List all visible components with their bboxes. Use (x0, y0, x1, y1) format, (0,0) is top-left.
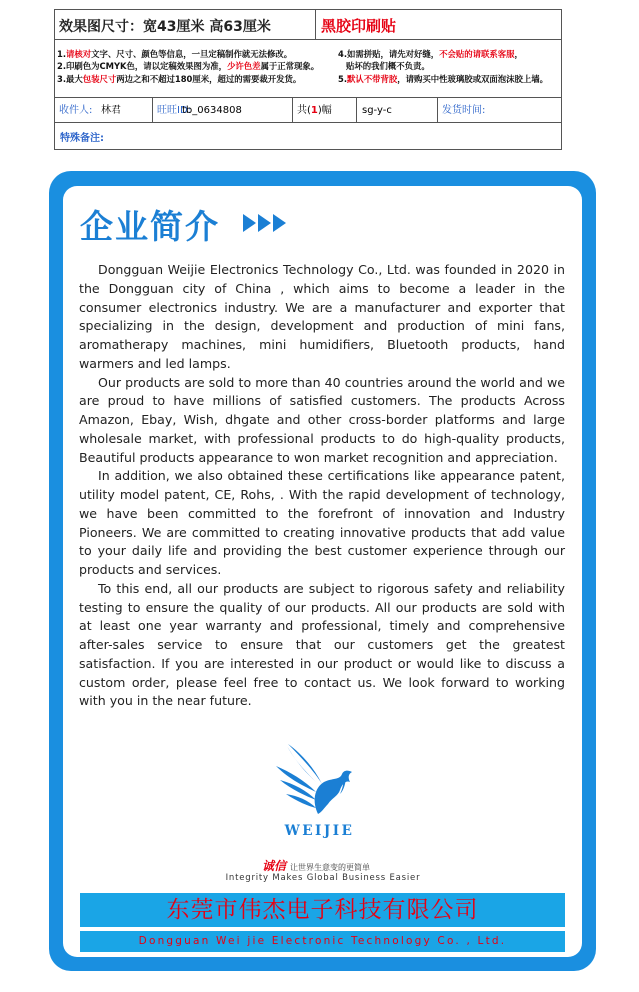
divider (292, 98, 293, 123)
recipient-name: 林君 (101, 105, 121, 116)
company-name-chinese: 东莞市伟杰电子科技有限公司 (80, 893, 565, 927)
note-line: 1.请核对文字、尺寸、颜色等信息，一旦定稿制作就无法修改。 (57, 49, 293, 59)
recipient-label: 收件人: (59, 105, 93, 116)
intro-paragraph: To this end, all our products are subject to rigorous safety and reliability testing to ensure the quality of our products. All our products are sold with at least one year warranty and professional, timely and comprehensive after-sales service to ensure that our customers get the greatest satisfaction. If you are interested in our product or would like to discuss a custom order, please feel free to contact us. We look forward to working with you in the near future. (79, 580, 565, 709)
count: 共(1)幅 (297, 105, 332, 116)
note-line: 4.如需拼贴，请先对好缝，不会贴的请联系客服， (338, 49, 523, 59)
note-line: 2.印刷色为CMYK色，请以定稿效果图为准，少许色差属于正常现象。 (57, 61, 320, 72)
triple-arrow-icon (243, 214, 286, 232)
company-introduction (79, 261, 565, 711)
size-label: 效果图尺寸：宽43厘米 高63厘米 (59, 19, 271, 35)
remarks-row (55, 123, 561, 149)
order-spec-sheet (54, 9, 562, 150)
logo-wordmark: WEIJIE (284, 823, 355, 839)
intro-paragraph: Our products are sold to more than 40 countries around the world and we are proud to have millions of satisfied customers. The products Across Amazon, Ebay, Wish, dhgate and other cross-border platforms and large wholesale market, with professional products to do high-quality products, Beautiful products appearance to won market recognition and appreciation. (79, 374, 565, 465)
intro-paragraph: In addition, we also obtained these certifications like appearance patent, utility model patent, CE, Rohs, . With the rapid development of technology, we have been committed to the forefront of innovation and Industry Pioneers. We are committed to creating innovative products that add value to your daily life and providing the best customer experience through our products and services. (79, 468, 565, 577)
section-heading: 企业简介 (80, 207, 220, 246)
company-name-english: Dongguan Wei jie Electronic Technology Co. , Ltd. (80, 931, 565, 952)
spec-header-row (55, 10, 561, 40)
divider (356, 98, 357, 123)
spec-notes (55, 40, 561, 98)
notes-right (338, 48, 548, 85)
ship-time-label: 发货时间: (442, 105, 486, 116)
divider (315, 10, 316, 40)
order-info-row (55, 98, 561, 123)
divider (437, 98, 438, 123)
slogan-english: Integrity Makes Global Business Easier (225, 873, 421, 883)
notes-left (57, 48, 319, 85)
note-line: 5.默认不带背胶，请购买中性玻璃胶或双面泡沫胶上墙。 (338, 73, 549, 84)
divider (152, 98, 153, 123)
slogan-chinese: 诚信 让世界生意变的更简单 (262, 859, 371, 873)
note-line: 3.最大包装尺寸两边之和不超过180厘米，超过的需要裁开发货。 (57, 73, 302, 84)
remarks-label: 特殊备注: (60, 133, 104, 144)
intro-paragraph: Dongguan Weijie Electronics Technology Co., Ltd. was founded in 2020 in the Dongguan city of China , which aims to become a leader in the consumer electronics industry. We are a manufacturer and exporter that specializing in the design, development and production of mini fans, aromatherapy machines, mini humidifiers, Bluetooth products, hand warmers and led lamps. (79, 262, 565, 371)
note-line: 贴坏的我们概不负责。 (346, 61, 430, 72)
product-type: 黑胶印刷贴 (321, 17, 397, 35)
wangwang-label: 旺旺ID: (157, 105, 192, 116)
wangwang-id: tb_0634808 (182, 105, 242, 116)
design-code: sg-y-c (362, 105, 392, 116)
